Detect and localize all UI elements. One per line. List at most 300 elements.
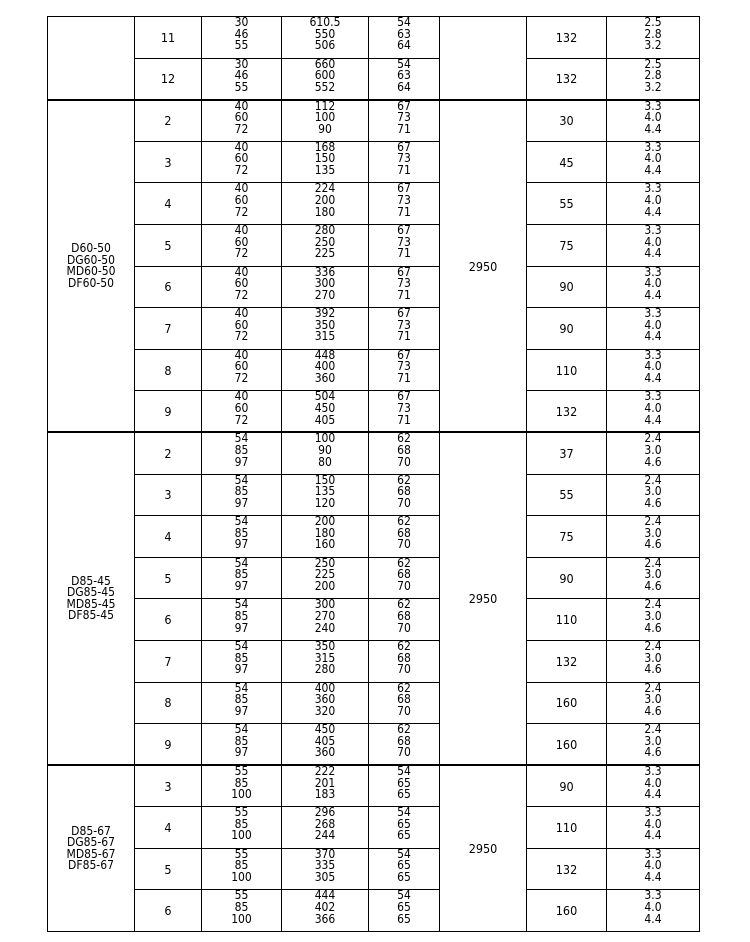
- npsh-cell: [607, 848, 700, 890]
- model-name: DG60-50: [66, 252, 116, 267]
- flow-value: 55: [234, 79, 249, 94]
- power-cell: 90: [527, 266, 607, 308]
- head-value: 366: [314, 911, 336, 926]
- flow-value: 54: [234, 431, 249, 446]
- eff-value: 65: [397, 775, 411, 790]
- head-value: 552: [314, 79, 336, 94]
- eff-value: 68: [397, 567, 411, 582]
- eff-value: 68: [397, 692, 411, 707]
- head-value: 268: [314, 816, 336, 831]
- head-value: 150: [314, 472, 336, 487]
- flow-cell: [202, 141, 282, 183]
- flow-value: 72: [234, 412, 249, 427]
- table-row: [48, 308, 700, 350]
- npsh-cell: [607, 474, 700, 516]
- head-cell: [282, 349, 369, 391]
- head-cell: [282, 391, 369, 433]
- power-cell: 30: [527, 100, 607, 142]
- flow-value: 40: [234, 222, 249, 237]
- npsh-value: 4.0: [644, 151, 662, 166]
- model-name: MD85-45: [66, 596, 116, 611]
- stage-cell: 11: [135, 17, 202, 59]
- table-row: [48, 807, 700, 849]
- eff-cell: [369, 58, 440, 100]
- power-cell: 45: [527, 141, 607, 183]
- model-name: DF85-45: [68, 608, 114, 623]
- npsh-value: 4.6: [644, 578, 662, 593]
- head-value: 100: [314, 431, 336, 446]
- power-cell: 110: [527, 349, 607, 391]
- flow-value: 54: [234, 638, 249, 653]
- flow-value: 30: [234, 15, 249, 29]
- stage-cell: 3: [135, 474, 202, 516]
- head-cell: [282, 474, 369, 516]
- head-value: 300: [314, 276, 336, 291]
- npsh-cell: [607, 516, 700, 558]
- flow-value: 60: [234, 276, 249, 291]
- head-cell: [282, 682, 369, 724]
- flow-cell: [202, 724, 282, 766]
- flow-value: 55: [234, 38, 249, 53]
- flow-cell: [202, 848, 282, 890]
- eff-cell: [369, 890, 440, 932]
- head-cell: [282, 432, 369, 474]
- eff-value: 62: [397, 514, 411, 529]
- flow-value: 60: [234, 234, 249, 249]
- table-row: [48, 516, 700, 558]
- pump-spec-table: [47, 16, 700, 932]
- flow-value: 40: [234, 389, 249, 404]
- eff-value: 70: [397, 620, 411, 635]
- stage-cell: 4: [135, 807, 202, 849]
- eff-cell: [369, 807, 440, 849]
- eff-cell: [369, 682, 440, 724]
- eff-value: 62: [397, 555, 411, 570]
- npsh-value: 3.2: [644, 38, 662, 53]
- stage-cell: 4: [135, 516, 202, 558]
- npsh-value: 4.4: [644, 246, 662, 261]
- flow-value: 54: [234, 472, 249, 487]
- flow-cell: [202, 599, 282, 641]
- eff-cell: [369, 516, 440, 558]
- eff-cell: [369, 599, 440, 641]
- eff-cell: [369, 391, 440, 433]
- npsh-value: 2.4: [644, 472, 662, 487]
- head-value: 120: [314, 495, 336, 510]
- flow-value: 85: [234, 608, 249, 623]
- head-value: 360: [314, 692, 336, 707]
- eff-value: 73: [397, 276, 411, 291]
- power-cell: 110: [527, 807, 607, 849]
- head-cell: [282, 807, 369, 849]
- eff-value: 65: [397, 787, 411, 802]
- eff-value: 62: [397, 722, 411, 737]
- eff-cell: [369, 474, 440, 516]
- stage-cell: 5: [135, 848, 202, 890]
- eff-value: 73: [397, 359, 411, 374]
- npsh-value: 4.4: [644, 329, 662, 344]
- table-row: [48, 599, 700, 641]
- head-cell: [282, 308, 369, 350]
- flow-cell: [202, 890, 282, 932]
- head-value: 135: [314, 484, 336, 499]
- eff-value: 54: [397, 846, 411, 861]
- stage-cell: 4: [135, 183, 202, 225]
- eff-value: 63: [397, 26, 411, 41]
- head-value: 448: [314, 347, 336, 362]
- head-value: 400: [314, 359, 336, 374]
- npsh-value: 3.0: [644, 692, 662, 707]
- table-row: [48, 183, 700, 225]
- npsh-value: 3.3: [644, 888, 662, 903]
- flow-cell: [202, 100, 282, 142]
- flow-value: 55: [234, 805, 249, 820]
- npsh-value: 4.4: [644, 911, 662, 926]
- npsh-cell: [607, 765, 700, 807]
- table-row: [48, 17, 700, 59]
- npsh-cell: [607, 432, 700, 474]
- flow-value: 85: [234, 858, 249, 873]
- eff-value: 67: [397, 139, 411, 154]
- head-value: 392: [314, 306, 336, 321]
- eff-value: 62: [397, 680, 411, 695]
- npsh-value: 2.4: [644, 597, 662, 612]
- stage-cell: 6: [135, 599, 202, 641]
- head-cell: [282, 141, 369, 183]
- flow-value: 72: [234, 287, 249, 302]
- flow-value: 60: [234, 192, 249, 207]
- head-value: 402: [314, 900, 336, 915]
- eff-value: 54: [397, 888, 411, 903]
- flow-value: 100: [231, 870, 252, 885]
- eff-value: 62: [397, 597, 411, 612]
- flow-value: 97: [234, 495, 249, 510]
- npsh-value: 4.4: [644, 121, 662, 136]
- eff-value: 65: [397, 828, 411, 843]
- npsh-value: 3.3: [644, 222, 662, 237]
- head-cell: [282, 890, 369, 932]
- eff-value: 70: [397, 662, 411, 677]
- head-value: 280: [314, 222, 336, 237]
- head-value: 550: [314, 26, 336, 41]
- head-value: 315: [314, 650, 336, 665]
- power-cell: 132: [527, 391, 607, 433]
- table-row: [48, 349, 700, 391]
- npsh-cell: [607, 100, 700, 142]
- npsh-value: 4.6: [644, 745, 662, 760]
- head-value: 200: [314, 578, 336, 593]
- npsh-value: 2.5: [644, 15, 662, 29]
- head-value: 450: [314, 400, 336, 415]
- npsh-value: 3.3: [644, 139, 662, 154]
- head-value: 315: [314, 329, 336, 344]
- power-cell: 75: [527, 224, 607, 266]
- table-row: [48, 224, 700, 266]
- power-cell: 132: [527, 58, 607, 100]
- table-row: [48, 266, 700, 308]
- eff-value: 62: [397, 472, 411, 487]
- npsh-value: 3.3: [644, 764, 662, 779]
- eff-cell: [369, 432, 440, 474]
- eff-cell: [369, 724, 440, 766]
- table-row: [48, 640, 700, 682]
- eff-value: 73: [397, 317, 411, 332]
- npsh-value: 3.3: [644, 347, 662, 362]
- flow-value: 72: [234, 121, 249, 136]
- head-value: 506: [314, 38, 336, 53]
- npsh-value: 4.6: [644, 662, 662, 677]
- flow-value: 55: [234, 764, 249, 779]
- model-cell: [48, 100, 135, 433]
- npsh-value: 3.0: [644, 650, 662, 665]
- model-name: DF60-50: [68, 275, 114, 290]
- stage-cell: 5: [135, 557, 202, 599]
- head-cell: [282, 100, 369, 142]
- flow-value: 40: [234, 347, 249, 362]
- eff-cell: [369, 308, 440, 350]
- head-value: 270: [314, 608, 336, 623]
- power-cell: 132: [527, 848, 607, 890]
- npsh-value: 3.3: [644, 181, 662, 196]
- eff-value: 65: [397, 816, 411, 831]
- eff-value: 67: [397, 181, 411, 196]
- npsh-value: 4.0: [644, 110, 662, 125]
- flow-value: 97: [234, 662, 249, 677]
- npsh-value: 4.0: [644, 317, 662, 332]
- npsh-value: 4.6: [644, 620, 662, 635]
- table-row: [48, 100, 700, 142]
- eff-value: 67: [397, 222, 411, 237]
- table-row: [48, 58, 700, 100]
- stage-cell: 7: [135, 640, 202, 682]
- head-value: 183: [314, 787, 336, 802]
- npsh-cell: [607, 682, 700, 724]
- npsh-cell: [607, 557, 700, 599]
- eff-cell: [369, 183, 440, 225]
- table-row: [48, 724, 700, 766]
- eff-value: 70: [397, 745, 411, 760]
- head-value: 400: [314, 680, 336, 695]
- head-value: 201: [314, 775, 336, 790]
- stage-cell: 9: [135, 724, 202, 766]
- npsh-value: 3.3: [644, 805, 662, 820]
- flow-value: 100: [231, 828, 252, 843]
- head-cell: [282, 266, 369, 308]
- npsh-cell: [607, 807, 700, 849]
- power-cell: 37: [527, 432, 607, 474]
- flow-cell: [202, 58, 282, 100]
- flow-value: 85: [234, 733, 249, 748]
- flow-value: 60: [234, 359, 249, 374]
- head-cell: [282, 765, 369, 807]
- head-value: 160: [314, 537, 336, 552]
- power-cell: 90: [527, 308, 607, 350]
- head-value: 405: [314, 412, 336, 427]
- eff-value: 73: [397, 192, 411, 207]
- head-value: 280: [314, 662, 336, 677]
- head-value: 360: [314, 745, 336, 760]
- power-cell: 160: [527, 890, 607, 932]
- flow-value: 72: [234, 246, 249, 261]
- npsh-cell: [607, 890, 700, 932]
- flow-value: 40: [234, 98, 249, 113]
- head-cell: [282, 58, 369, 100]
- npsh-value: 3.0: [644, 484, 662, 499]
- model-name: DG85-45: [66, 585, 116, 600]
- eff-value: 54: [397, 805, 411, 820]
- eff-cell: [369, 349, 440, 391]
- stage-cell: 5: [135, 224, 202, 266]
- flow-value: 85: [234, 816, 249, 831]
- eff-value: 64: [397, 38, 411, 53]
- eff-value: 65: [397, 858, 411, 873]
- table-row: [48, 557, 700, 599]
- npsh-cell: [607, 349, 700, 391]
- flow-cell: [202, 266, 282, 308]
- flow-value: 46: [234, 26, 249, 41]
- head-value: 270: [314, 287, 336, 302]
- flow-value: 30: [234, 56, 249, 71]
- model-name: D85-45: [71, 573, 111, 588]
- head-value: 240: [314, 620, 336, 635]
- head-cell: [282, 640, 369, 682]
- eff-value: 54: [397, 764, 411, 779]
- flow-value: 54: [234, 597, 249, 612]
- npsh-cell: [607, 183, 700, 225]
- head-value: 610.5: [309, 15, 341, 29]
- table-row: [48, 765, 700, 807]
- power-cell: 75: [527, 516, 607, 558]
- head-value: 112: [314, 98, 336, 113]
- model-name: D60-50: [71, 241, 111, 256]
- model-name: MD60-50: [66, 264, 116, 279]
- flow-value: 100: [231, 787, 252, 802]
- npsh-value: 4.0: [644, 276, 662, 291]
- flow-value: 55: [234, 888, 249, 903]
- head-value: 200: [314, 192, 336, 207]
- npsh-value: 2.4: [644, 638, 662, 653]
- eff-value: 70: [397, 454, 411, 469]
- head-value: 180: [314, 204, 336, 219]
- head-value: 444: [314, 888, 336, 903]
- flow-cell: [202, 557, 282, 599]
- power-cell: 90: [527, 557, 607, 599]
- npsh-value: 4.4: [644, 204, 662, 219]
- stage-cell: 7: [135, 308, 202, 350]
- head-value: 200: [314, 514, 336, 529]
- flow-value: 97: [234, 703, 249, 718]
- eff-value: 73: [397, 234, 411, 249]
- flow-value: 40: [234, 139, 249, 154]
- npsh-value: 2.5: [644, 56, 662, 71]
- eff-value: 67: [397, 347, 411, 362]
- npsh-value: 2.4: [644, 680, 662, 695]
- eff-cell: [369, 640, 440, 682]
- head-value: 405: [314, 733, 336, 748]
- table-row: [48, 432, 700, 474]
- head-value: 150: [314, 151, 336, 166]
- head-value: 370: [314, 846, 336, 861]
- eff-value: 54: [397, 56, 411, 71]
- eff-cell: [369, 100, 440, 142]
- head-value: 100: [314, 110, 336, 125]
- npsh-cell: [607, 308, 700, 350]
- head-value: 296: [314, 805, 336, 820]
- head-value: 90: [318, 443, 332, 458]
- flow-cell: [202, 682, 282, 724]
- flow-value: 60: [234, 151, 249, 166]
- head-value: 350: [314, 638, 336, 653]
- npsh-value: 3.3: [644, 98, 662, 113]
- eff-value: 68: [397, 608, 411, 623]
- eff-value: 71: [397, 370, 411, 385]
- npsh-value: 2.8: [644, 26, 662, 41]
- npsh-value: 3.0: [644, 608, 662, 623]
- eff-value: 70: [397, 537, 411, 552]
- head-value: 135: [314, 162, 336, 177]
- table-row: [48, 391, 700, 433]
- head-value: 225: [314, 246, 336, 261]
- head-cell: [282, 183, 369, 225]
- flow-value: 72: [234, 162, 249, 177]
- power-cell: 55: [527, 183, 607, 225]
- flow-value: 85: [234, 484, 249, 499]
- eff-value: 70: [397, 703, 411, 718]
- head-cell: [282, 599, 369, 641]
- table-row: [48, 848, 700, 890]
- npsh-value: 2.4: [644, 514, 662, 529]
- flow-cell: [202, 183, 282, 225]
- eff-value: 68: [397, 525, 411, 540]
- flow-value: 40: [234, 181, 249, 196]
- eff-cell: [369, 557, 440, 599]
- eff-value: 67: [397, 264, 411, 279]
- power-cell: 160: [527, 724, 607, 766]
- eff-cell: [369, 224, 440, 266]
- npsh-value: 4.0: [644, 858, 662, 873]
- npsh-value: 4.0: [644, 234, 662, 249]
- stage-cell: 12: [135, 58, 202, 100]
- stage-cell: 3: [135, 765, 202, 807]
- flow-value: 54: [234, 555, 249, 570]
- eff-value: 65: [397, 900, 411, 915]
- flow-cell: [202, 349, 282, 391]
- flow-cell: [202, 432, 282, 474]
- eff-value: 68: [397, 484, 411, 499]
- eff-value: 71: [397, 287, 411, 302]
- flow-cell: [202, 640, 282, 682]
- flow-value: 54: [234, 680, 249, 695]
- eff-cell: [369, 765, 440, 807]
- eff-value: 68: [397, 650, 411, 665]
- flow-cell: [202, 765, 282, 807]
- eff-value: 68: [397, 733, 411, 748]
- flow-value: 72: [234, 329, 249, 344]
- flow-value: 85: [234, 525, 249, 540]
- eff-value: 67: [397, 306, 411, 321]
- table-row: [48, 890, 700, 932]
- npsh-cell: [607, 599, 700, 641]
- npsh-value: 4.0: [644, 400, 662, 415]
- eff-value: 64: [397, 79, 411, 94]
- npsh-cell: [607, 141, 700, 183]
- eff-cell: [369, 141, 440, 183]
- model-cell: [48, 432, 135, 765]
- stage-cell: 6: [135, 890, 202, 932]
- model-cell: [48, 765, 135, 931]
- npsh-value: 4.4: [644, 287, 662, 302]
- speed-cell: [440, 17, 527, 100]
